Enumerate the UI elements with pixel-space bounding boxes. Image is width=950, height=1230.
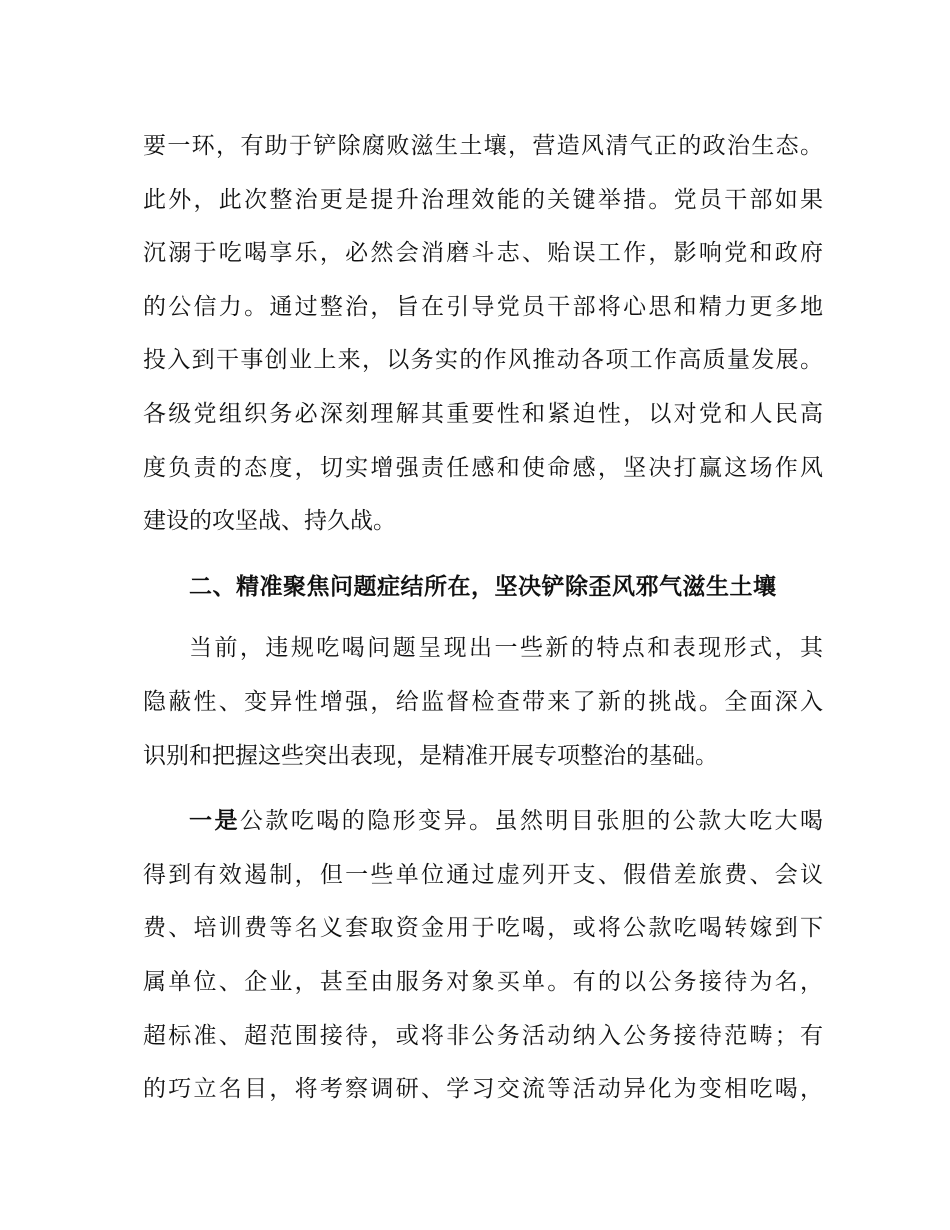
paragraph-line: 建设的攻坚战、持久战。 xyxy=(143,508,396,535)
bold-lead-text: 一是 xyxy=(189,808,240,835)
paragraph-line-rest: 公款吃喝的隐形变异。虽然明目张胆的公款大吃大喝 xyxy=(239,808,824,835)
paragraph-line: 度负责的态度，切实增强责任感和使命感，坚决打赢这场作风 xyxy=(143,454,823,481)
paragraph-line: 沉溺于吃喝享乐，必然会消磨斗志、贻误工作，影响党和政府 xyxy=(143,240,823,267)
paragraph-3 xyxy=(143,795,823,1117)
paragraph-line: 当前，违规吃喝问题呈现出一些新的特点和表现形式，其 xyxy=(189,635,823,662)
paragraph-line: 得到有效遏制，但一些单位通过虚列开支、假借差旅费、会议 xyxy=(143,861,823,888)
paragraph-line: 的巧立名目，将考察调研、学习交流等活动异化为变相吃喝， xyxy=(143,1076,823,1103)
paragraph-line: 属单位、企业，甚至由服务对象买单。有的以公务接待为名， xyxy=(143,968,823,995)
paragraph-line: 的公信力。通过整治，旨在引导党员干部将心思和精力更多地 xyxy=(143,293,823,320)
paragraph-line: 此外，此次整治更是提升治理效能的关键举措。党员干部如果 xyxy=(143,186,823,213)
paragraph-line: 识别和把握这些突出表现，是精准开展专项整治的基础。 xyxy=(143,742,718,769)
paragraph-line: 隐蔽性、变异性增强，给监督检查带来了新的挑战。全面深入 xyxy=(143,688,823,715)
paragraph-line: 投入到干事创业上来，以务实的作风推动各项工作高质量发展。 xyxy=(143,347,823,374)
paragraph-line: 超标准、超范围接待，或将非公务活动纳入公务接待范畴；有 xyxy=(143,1022,823,1049)
paragraph-line: 费、培训费等名义套取资金用于吃喝，或将公款吃喝转嫁到下 xyxy=(143,915,823,942)
section-heading: 二、精准聚焦问题症结所在，坚决铲除歪风邪气滋生土壤 xyxy=(189,573,777,600)
paragraph-1 xyxy=(143,120,823,549)
document-body xyxy=(143,120,823,1117)
paragraph-2 xyxy=(143,622,823,783)
paragraph-line: 要一环，有助于铲除腐败滋生土壤，营造风清气正的政治生态。 xyxy=(143,133,823,159)
paragraph-first-line xyxy=(143,795,823,849)
paragraph-line: 各级党组织务必深刻理解其重要性和紧迫性，以对党和人民高 xyxy=(143,400,823,427)
